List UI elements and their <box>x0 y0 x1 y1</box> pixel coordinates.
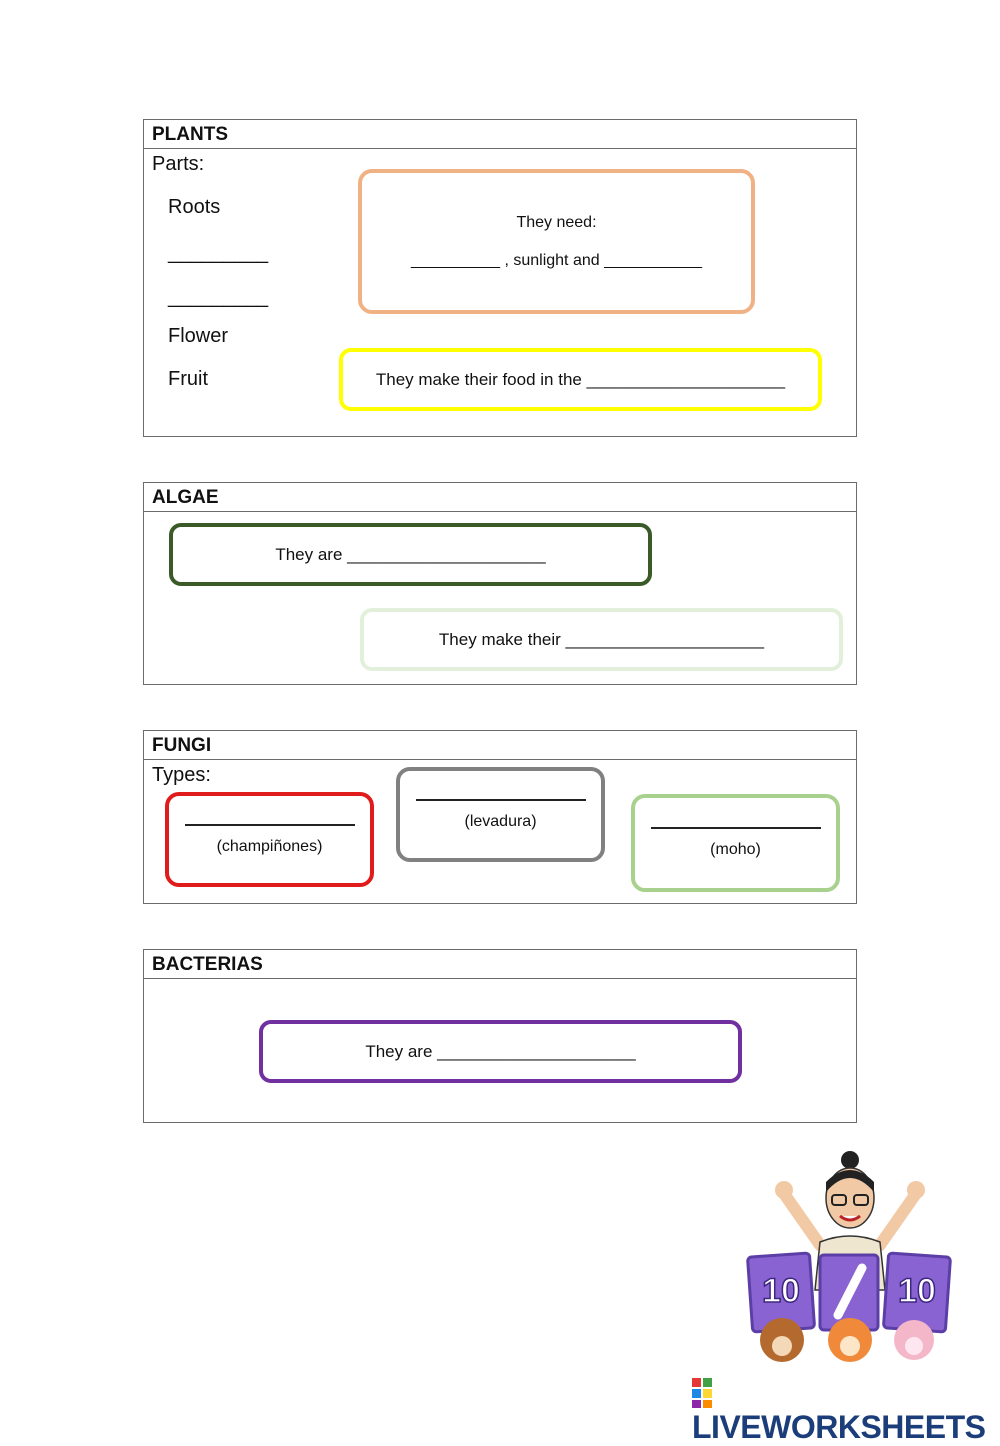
fungi-type-mold <box>631 794 840 892</box>
algae-make-box <box>360 608 843 671</box>
yeast-label: (levadura) <box>464 812 537 830</box>
score-right-text: 10 <box>898 1272 936 1310</box>
bacterias-are-text[interactable]: They are _____________________ <box>365 1041 636 1061</box>
fungi-type-mushrooms <box>165 792 374 887</box>
algae-make-text[interactable]: They make their _____________________ <box>438 629 765 649</box>
part-blank-1[interactable]: _________ <box>168 242 269 264</box>
plants-section <box>143 119 857 437</box>
algae-section <box>143 482 857 685</box>
fungi-type-yeast <box>396 767 605 862</box>
score-left-text: 10 <box>762 1272 800 1310</box>
needs-box <box>358 169 755 314</box>
bacterias-title: BACTERIAS <box>144 950 856 979</box>
liveworksheets-logo <box>692 1372 1000 1446</box>
algae-are-box <box>169 523 652 586</box>
part-fruit: Fruit <box>168 368 208 390</box>
food-text[interactable]: They make their food in the _____________________ <box>375 369 786 389</box>
bacterias-section <box>143 949 857 1123</box>
yeast-blank[interactable] <box>416 799 586 801</box>
types-label: Types: <box>152 764 211 786</box>
needs-text[interactable]: __________ , sunlight and ___________ <box>411 251 702 269</box>
part-flower: Flower <box>168 325 229 347</box>
part-roots: Roots <box>168 196 221 218</box>
algae-are-text[interactable]: They are _____________________ <box>275 544 546 564</box>
needs-title: They need: <box>516 213 597 231</box>
algae-title: ALGAE <box>144 483 856 512</box>
bacterias-are-box <box>259 1020 742 1083</box>
plants-title: PLANTS <box>144 120 856 149</box>
food-box <box>339 348 822 411</box>
liveworksheets-text: LIVEWORKSHEETS <box>692 1409 986 1445</box>
mushrooms-blank[interactable] <box>185 824 355 826</box>
mold-blank[interactable] <box>651 827 821 829</box>
fungi-section <box>143 730 857 904</box>
liveworksheets-mark-icon <box>692 1378 712 1408</box>
parts-label: Parts: <box>152 153 205 175</box>
mushrooms-label: (champiñones) <box>216 837 323 855</box>
mold-label: (moho) <box>710 841 761 858</box>
fungi-title: FUNGI <box>144 731 856 760</box>
mascot-illustration <box>740 1150 960 1365</box>
part-blank-2[interactable]: _________ <box>168 286 269 308</box>
